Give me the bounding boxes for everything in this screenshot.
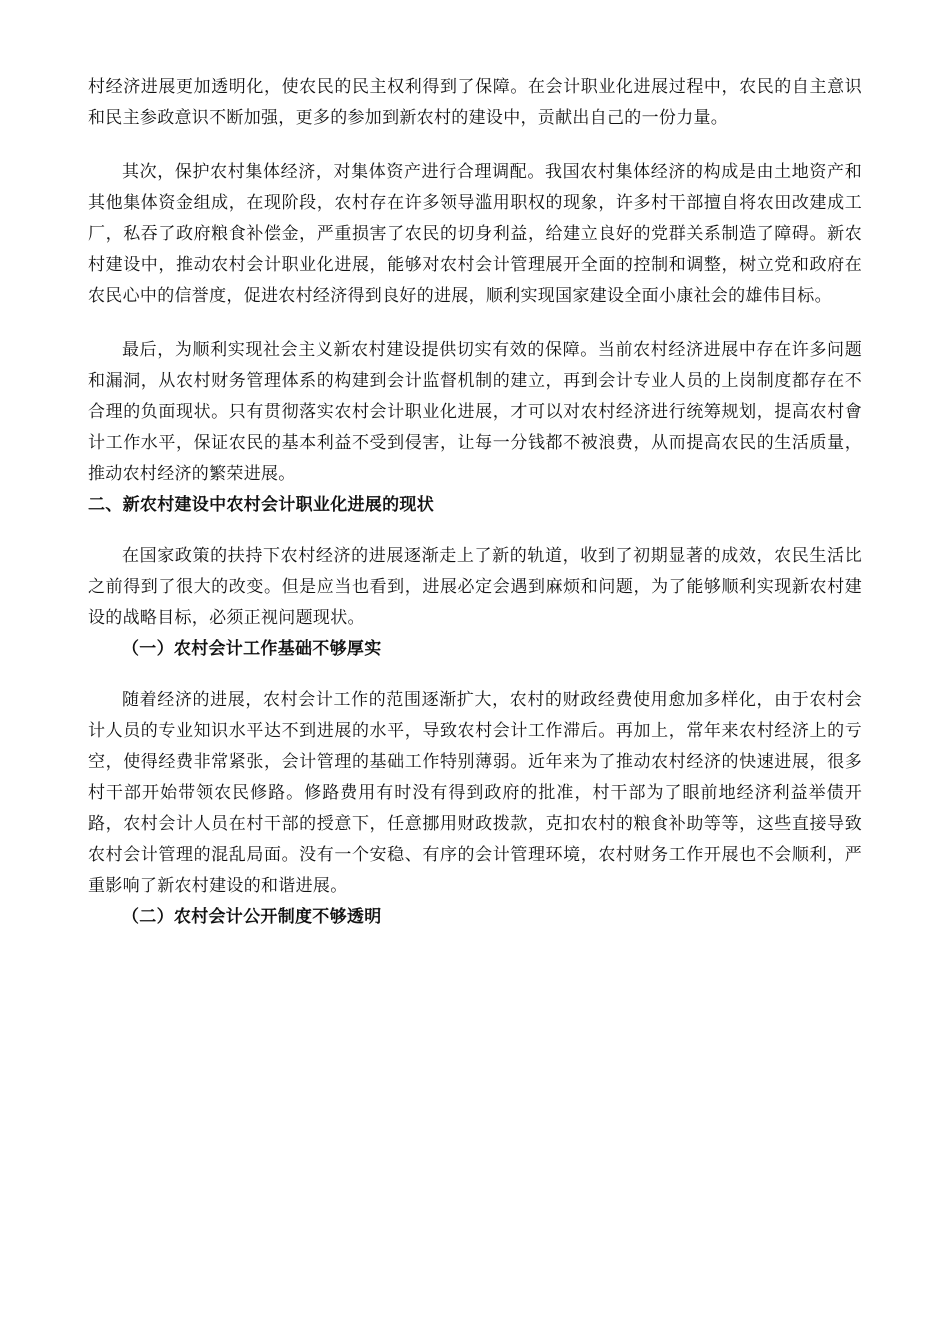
section-heading-2: 二、新农村建设中农村会计职业化进展的现状 xyxy=(88,495,434,515)
subheading-2: （二）农村会计公开制度不够透明 xyxy=(122,907,382,927)
paragraph-secondly: 其次，保护农村集体经济，对集体资产进行合理调配。我国农村集体经济的构成是由土地资产和其他集体资金组成，在现阶段，农村存在许多领导滥用职权的现象，许多村干部擅自将农田改建成工厂，私吞了政府粮食补偿金，严重损害了农民的切身利益，给建立良好的党群关系制造了障碍。新农村建设中，推动农村会计职业化进展，能够对农村会计管理展开全面的控制和调整，树立党和政府在农民心中的信誉度，促进农村经济得到良好的进展，顺利实现国家建设全面小康社会的雄伟目标。 xyxy=(88,162,862,306)
subheading-1: （一）农村会计工作基础不够厚实 xyxy=(122,639,382,659)
paragraph-finally: 最后，为顺利实现社会主义新农村建设提供切实有效的保障。当前农村经济进展中存在许多问题和漏洞，从农村财务管理体系的构建到会计监督机制的建立，再到会计专业人员的上岗制度都存在不合理的负面现状。只有贯彻落实农村会计职业化进展，才可以对农村经济进行统筹规划，提高农村會计工作水平，保证农民的基本利益不受到侵害，让每一分钱都不被浪费，从而提高农民的生活质量，推动农村经济的繁荣进展。 xyxy=(88,340,862,484)
paragraph-continued: 村经济进展更加透明化，使农民的民主权利得到了保障。在会计职业化进展过程中，农民的自主意识和民主参政意识不断加强，更多的参加到新农村的建设中，贡献出自己的一份力量。 xyxy=(88,77,862,128)
paragraph-subsection1: 随着经济的进展，农村会计工作的范围逐渐扩大，农村的财政经费使用愈加多样化，由于农村会计人员的专业知识水平达不到进展的水平，导致农村会计工作滞后。再加上，常年来农村经济上的亏空，使得经费非常紧张，会计管理的基础工作特别薄弱。近年来为了推动农村经济的快速进展，很多村干部开始带领农民修路。修路费用有时没有得到政府的批准，村干部为了眼前地经济利益举债开路，农村会计人员在村干部的授意下，任意挪用财政拨款，克扣农村的粮食补助等等，这些直接导致农村会计管理的混乱局面。没有一个安稳、有序的会计管理环境，农村财务工作开展也不会顺利，严重影响了新农村建设的和谐进展。 xyxy=(88,690,862,896)
paragraph-section2-intro: 在国家政策的扶持下农村经济的进展逐渐走上了新的轨道，收到了初期显著的成效，农民生活比之前得到了很大的改变。但是应当也看到，进展必定会遇到麻烦和问题，为了能够顺利实现新农村建设的战略目标，必须正视问题现状。 xyxy=(88,546,862,628)
